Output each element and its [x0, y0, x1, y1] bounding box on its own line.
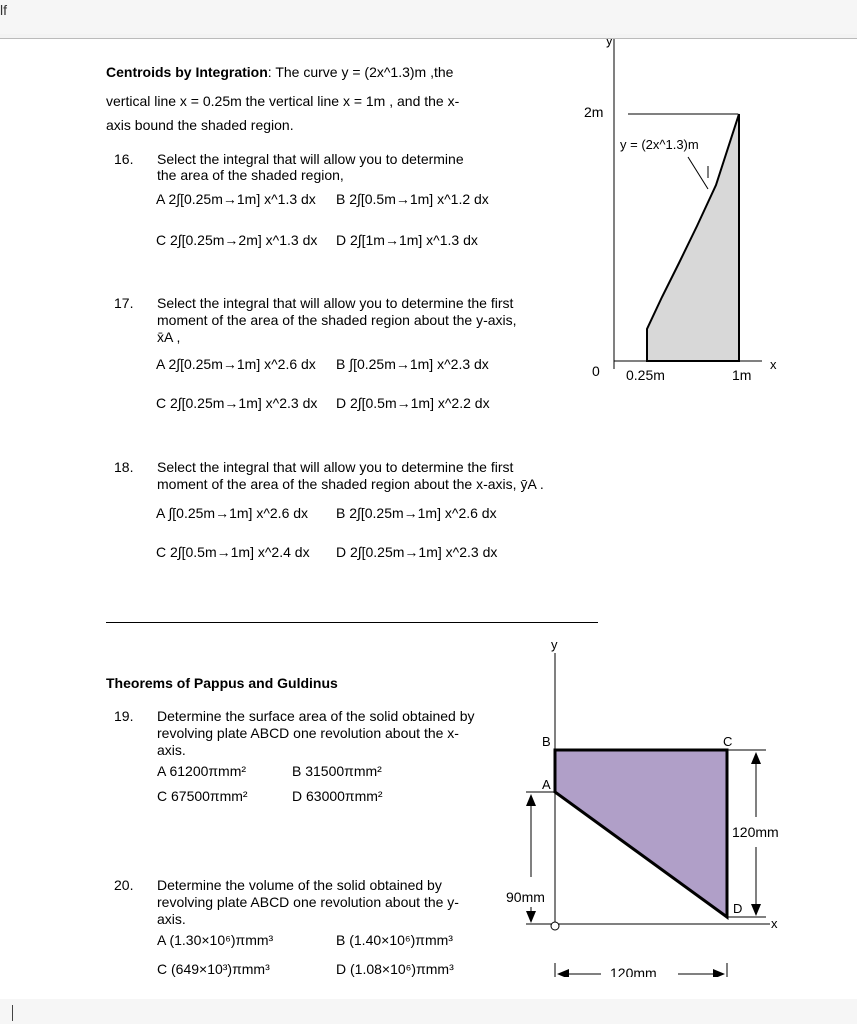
question-17-option-d[interactable]: D 2∫[0.5m→1m] x^2.2 dx [336, 395, 490, 411]
intro-line-3: axis bound the shaded region. [106, 117, 294, 133]
question-18-number: 18. [114, 459, 134, 475]
fig2-arrow-down-left [526, 911, 536, 923]
fig2-point-d: D [733, 901, 743, 916]
question-16-option-b[interactable]: B 2∫[0.5m→1m] x^1.2 dx [336, 191, 489, 207]
section-divider [106, 622, 598, 623]
fig2-dim-120mm-vertical: 120mm [732, 824, 779, 840]
browser-topbar [0, 0, 857, 34]
question-19-number: 19. [114, 708, 134, 724]
fig2-y-label: y [551, 637, 558, 652]
fig2-arrow-up-right [751, 752, 761, 764]
question-19-option-a[interactable]: A 61200πmm² [157, 763, 247, 779]
question-18-line-1: Select the integral that will allow you to determine the first [157, 459, 514, 475]
fig1-2m-label: 2m [584, 104, 604, 120]
fig2-point-b: B [542, 734, 551, 749]
fig1-tick-025m: 0.25m [626, 367, 665, 383]
fig2-dim-90mm: 90mm [506, 889, 545, 905]
question-20-line-2: revolving plate ABCD one revolution about the y- [157, 894, 459, 910]
fig1-tick-1m: 1m [732, 367, 752, 383]
question-20-line-1: Determine the volume of the solid obtained by [157, 877, 442, 893]
question-19-line-3: axis. [157, 742, 186, 758]
fig2-x-label: x [771, 916, 778, 931]
document-page [0, 38, 857, 1000]
question-17-option-a[interactable]: A 2∫[0.25m→1m] x^2.6 dx [156, 356, 316, 372]
question-16-line-2: the area of the shaded region, [157, 167, 344, 183]
fig2-arrow-left-bottom [557, 969, 569, 977]
intro-line-2: vertical line x = 0.25m the vertical line x = 1m , and the x- [106, 93, 460, 109]
question-19-line-2: revolving plate ABCD one revolution about the x- [157, 725, 459, 741]
browser-bottombar [0, 999, 857, 1024]
question-19-option-c[interactable]: C 67500πmm² [157, 788, 248, 804]
browser-tab-label[interactable]: lf [0, 2, 7, 18]
fig1-curve-label: y = (2x^1.3)m [620, 137, 699, 152]
question-18-option-a[interactable]: A ∫[0.25m→1m] x^2.6 dx [156, 505, 309, 521]
question-18-option-c[interactable]: C 2∫[0.5m→1m] x^2.4 dx [156, 544, 310, 560]
question-18-option-d[interactable]: D 2∫[0.25m→1m] x^2.3 dx [336, 544, 498, 560]
question-20-option-c[interactable]: C (649×10³)πmm³ [157, 961, 270, 977]
pappus-section-title: Theorems of Pappus and Guldinus [106, 675, 338, 691]
pappus-figure [498, 637, 798, 977]
question-18-option-b[interactable]: B 2∫[0.25m→1m] x^2.6 dx [336, 505, 497, 521]
centroid-figure [580, 39, 780, 399]
fig1-origin-label: 0 [592, 363, 600, 379]
fig2-arrow-up-left [526, 794, 536, 806]
question-17-number: 17. [114, 295, 134, 311]
fig2-dim-120mm-horizontal: 120mm [610, 965, 657, 977]
fig2-plate-abcd [555, 750, 727, 917]
text-cursor [12, 1005, 13, 1021]
question-16-number: 16. [114, 151, 134, 167]
intro-line-1 [106, 64, 453, 81]
question-17-line-2: moment of the area of the shaded region about the y-axis, [157, 312, 517, 328]
fig1-x-label: x [770, 357, 777, 372]
question-20-line-3: axis. [157, 911, 186, 927]
question-17-line-1: Select the integral that will allow you to determine the first [157, 295, 514, 311]
fig1-leader-arrow [688, 157, 708, 189]
question-19-line-1: Determine the surface area of the solid obtained by [157, 708, 475, 724]
intro-title: Centroids by Integration [106, 64, 268, 80]
question-17-line-3: x̄A , [157, 329, 181, 345]
fig1-y-label: y [606, 39, 613, 48]
question-20-option-b[interactable]: B (1.40×10⁶)πmm³ [336, 932, 453, 948]
question-16-option-d[interactable]: D 2∫[1m→1m] x^1.3 dx [336, 232, 478, 248]
question-16-option-a[interactable]: A 2∫[0.25m→1m] x^1.3 dx [156, 191, 316, 207]
question-16-option-c[interactable]: C 2∫[0.25m→2m] x^1.3 dx [156, 232, 318, 248]
question-19-option-b[interactable]: B 31500πmm² [292, 763, 382, 779]
question-20-option-d[interactable]: D (1.08×10⁶)πmm³ [336, 961, 454, 977]
fig2-point-c: C [723, 734, 733, 749]
question-17-option-c[interactable]: C 2∫[0.25m→1m] x^2.3 dx [156, 395, 318, 411]
fig2-arrow-right-bottom [713, 969, 725, 977]
fig2-origin-marker [551, 922, 559, 930]
question-20-number: 20. [114, 877, 134, 893]
question-16-line-1: Select the integral that will allow you to determine [157, 151, 464, 167]
fig2-point-a: A [542, 777, 551, 792]
fig2-arrow-down-right [751, 904, 761, 916]
question-17-option-b[interactable]: B ∫[0.25m→1m] x^2.3 dx [336, 356, 489, 372]
question-19-option-d[interactable]: D 63000πmm² [292, 788, 383, 804]
question-18-line-2: moment of the area of the shaded region about the x-axis, ȳA . [157, 476, 544, 492]
intro-line-1-rest: : The curve y = (2x^1.3)m ,the [267, 64, 454, 80]
question-20-option-a[interactable]: A (1.30×10⁶)πmm³ [157, 932, 274, 948]
